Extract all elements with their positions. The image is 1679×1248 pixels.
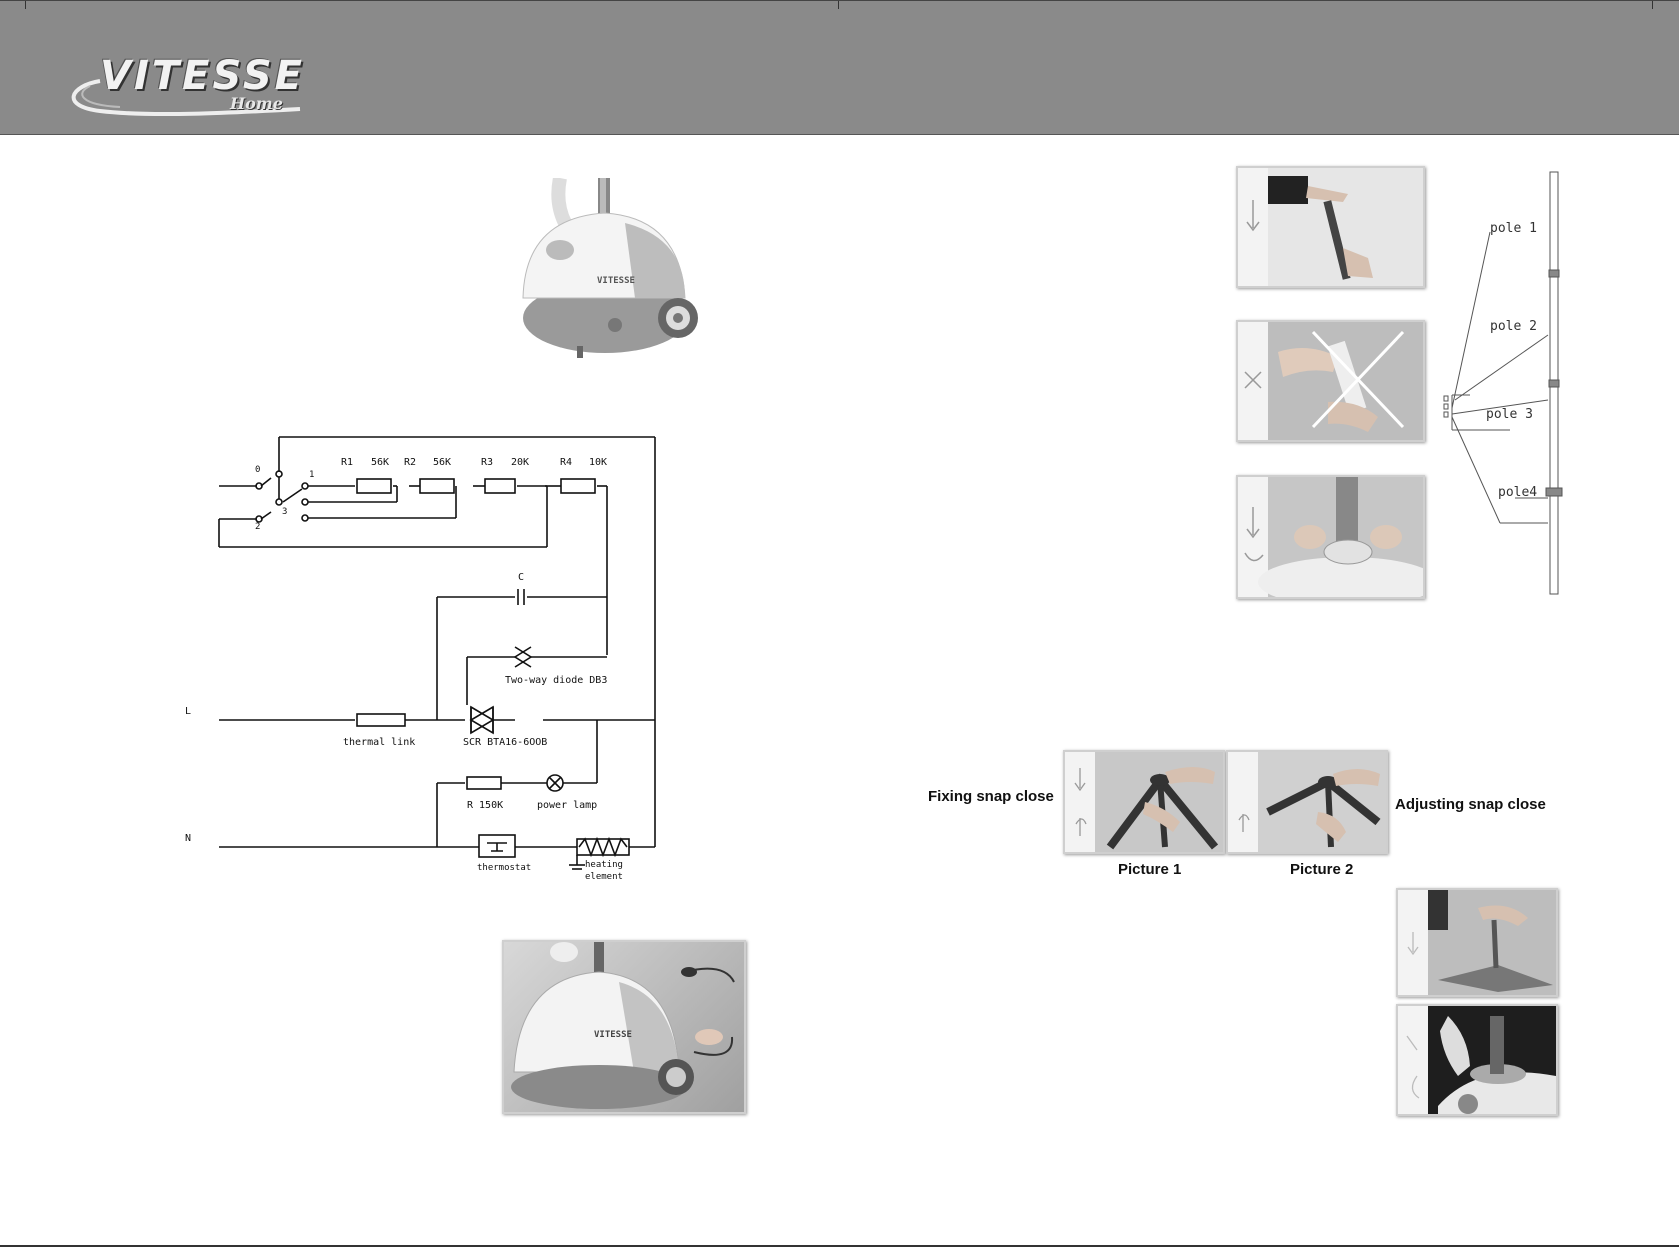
pole-hands-illustration: [1238, 168, 1423, 286]
label-picture-2: Picture 2: [1290, 861, 1354, 878]
label-diode: Two-way diode DB3: [505, 675, 608, 686]
label-line: L: [185, 706, 192, 717]
brand-name: VITESSE: [100, 53, 305, 99]
svg-text:VITESSE: VITESSE: [594, 1030, 632, 1040]
label-scr: SCR BTA16-6OOB: [463, 737, 548, 748]
pole-label-3: pole 3: [1486, 407, 1533, 422]
steamer-illustration: [505, 178, 705, 363]
brand-sub: Home: [230, 94, 283, 113]
svg-text:VITESSE: VITESSE: [597, 276, 635, 286]
label-fuse: thermal link: [343, 737, 416, 748]
steamer-photo-top: [505, 178, 705, 363]
label-picture-1: Picture 1: [1118, 861, 1182, 878]
pole-label-4: pole4: [1498, 485, 1538, 500]
label-r1-val: 56K: [371, 457, 390, 468]
label-r3-val: 20K: [511, 457, 530, 468]
label-r2-val: 56K: [433, 457, 452, 468]
label-adjusting-snap: Adjusting snap close: [1395, 796, 1546, 813]
pole-label-2: pole 2: [1490, 319, 1537, 334]
label-capacitor: C: [518, 572, 525, 583]
label-neutral: N: [185, 833, 192, 844]
photo-step-twist: [1236, 475, 1425, 599]
picture-1: [1063, 750, 1225, 854]
crop-mark: [1652, 1, 1653, 9]
page-header: [0, 0, 1679, 135]
label-r2: R2: [404, 457, 417, 468]
base-twist-illustration: [1238, 477, 1423, 597]
pole-wrong-illustration: [1238, 322, 1423, 440]
label-switch-2: 2: [255, 522, 261, 532]
circuit-diagram: [175, 425, 675, 885]
label-heating: heating: [585, 860, 623, 870]
picture-2: [1226, 750, 1388, 854]
hose-hanger-illustration: [1398, 890, 1556, 995]
photo-hose-connect: [1396, 1004, 1558, 1116]
pole-diagram: [1430, 170, 1580, 600]
label-switch-3: 3: [282, 507, 288, 517]
tripod-fix-illustration: [1065, 752, 1223, 852]
photo-plugging-in: [502, 940, 746, 1114]
label-r4-val: 10K: [589, 457, 608, 468]
label-r3: R3: [481, 457, 494, 468]
crop-mark: [838, 1, 839, 9]
photo-step-insert-pole: [1236, 166, 1425, 288]
label-thermostat: thermostat: [477, 863, 532, 873]
steamer-plug-illustration: [504, 942, 744, 1112]
crop-mark: [25, 1, 26, 9]
label-switch-1: 1: [309, 470, 315, 480]
brand-logo: [60, 51, 310, 121]
label-r1: R1: [341, 457, 354, 468]
label-lamp: power lamp: [537, 800, 598, 811]
label-element: element: [585, 872, 623, 882]
tripod-adjust-illustration: [1228, 752, 1386, 852]
page-bottom-rule: [0, 1245, 1679, 1247]
label-r4: R4: [560, 457, 573, 468]
photo-hose-attach: [1396, 888, 1558, 997]
label-resistor: R 150K: [467, 800, 504, 811]
pole-label-1: pole 1: [1490, 221, 1537, 236]
label-fixing-snap: Fixing snap close: [928, 788, 1054, 805]
hose-connect-illustration: [1398, 1006, 1556, 1114]
label-switch-0: 0: [255, 465, 261, 475]
photo-step-wrong: [1236, 320, 1425, 442]
